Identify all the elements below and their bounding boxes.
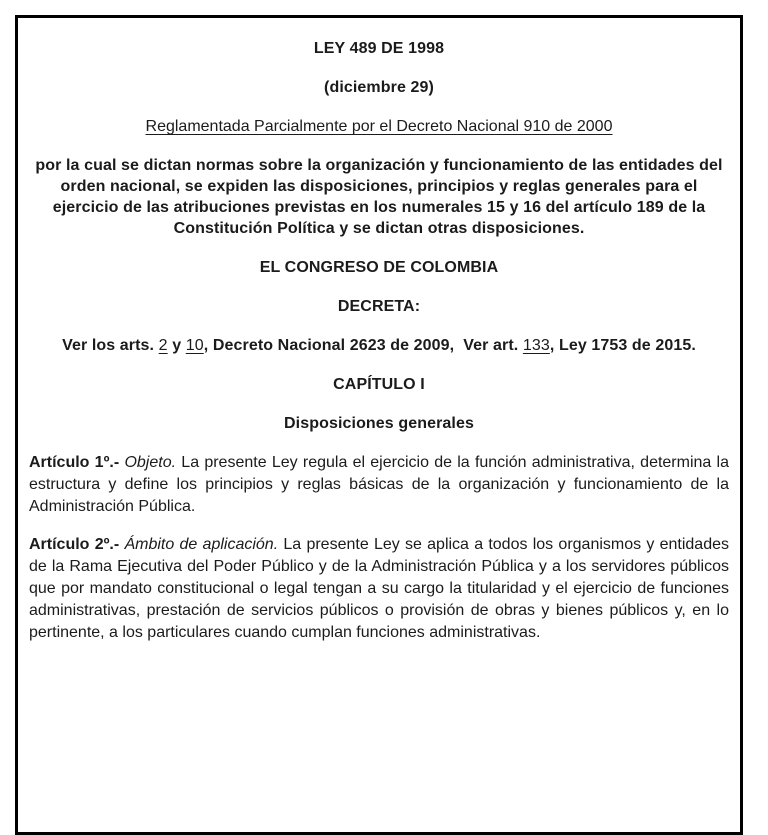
document-frame <box>15 15 743 835</box>
references-mid-1: y <box>167 337 186 354</box>
art-133-link[interactable]: 133 <box>522 337 550 354</box>
article-2-label: Artículo 2º.- <box>29 536 120 553</box>
article-1-label: Artículo 1º.- <box>29 454 120 471</box>
chapter-subtitle: Disposiciones generales <box>284 415 474 432</box>
chapter-title: CAPÍTULO I <box>333 376 425 393</box>
congress-heading: EL CONGRESO DE COLOMBIA <box>259 259 499 276</box>
article-1-subject: Objeto. <box>124 454 177 471</box>
references-prefix: Ver los arts. <box>62 337 159 354</box>
article-1-paragraph <box>29 452 729 518</box>
regulation-line <box>29 116 729 137</box>
article-1-text: La presente Ley regula el ejercicio de la función administrativa, determina la estructura y define los principios y reglas básicas de la organización y funcionamiento de la Administración Pública. <box>29 454 730 515</box>
references-suffix: , Ley 1753 de 2015. <box>549 337 696 354</box>
regulation-decree-link[interactable]: Reglamentada Parcialmente por el Decreto Nacional 910 de 2000 <box>145 118 613 135</box>
law-date: (diciembre 29) <box>324 79 434 96</box>
decreta-heading: DECRETA: <box>337 298 421 315</box>
art-10-link[interactable]: 10 <box>185 337 204 354</box>
article-2-text: La presente Ley se aplica a todos los organismos y entidades de la Rama Ejecutiva del Poder Público y de la Administración Pública y a los servidores públicos que por mandato constitucional o legal tengan a su cargo la titularidad y el ejercicio de funciones administrativas, prestación de servicios públicos o provisión de obras y bienes públicos y, en lo pertinente, a los particulares cuando cumplan funciones administrativas. <box>29 536 729 641</box>
article-2-paragraph <box>29 534 729 644</box>
references-mid-2: , Decreto Nacional 2623 de 2009, Ver art. <box>203 337 523 354</box>
preamble-paragraph: por la cual se dictan normas sobre la organización y funcionamiento de las entidades del orden nacional, se expiden las disposiciones, principios y reglas generales para el ejercicio de las atribuciones previstas en los numerales 15 y 16 del artículo 189 de la Constitución Política y se dictan otras disposiciones. <box>35 157 723 237</box>
references-line <box>29 335 729 356</box>
law-title: LEY 489 DE 1998 <box>313 40 445 57</box>
article-2-subject: Ámbito de aplicación. <box>124 536 279 553</box>
art-2-link[interactable]: 2 <box>158 337 168 354</box>
